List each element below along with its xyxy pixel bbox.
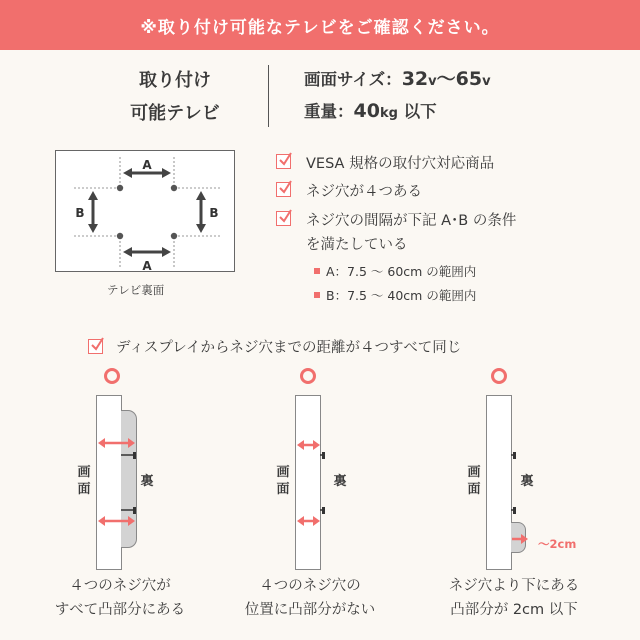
screen-size-min: 32 <box>401 68 429 90</box>
check-icon <box>88 339 103 354</box>
screw-hole-diagram <box>56 151 236 273</box>
sub-condition-a: A：7.5 ～ 60cm の範囲内 <box>326 264 477 279</box>
example-3-caption <box>414 574 614 622</box>
screen-size-max: 65 <box>455 68 483 90</box>
front-label: 画面 <box>276 465 290 497</box>
title-line-2: 可能テレビ <box>130 103 220 124</box>
caption-line-2: すべて凸部分にある <box>54 602 186 618</box>
weight-spec <box>304 98 437 122</box>
example-1-caption <box>20 574 220 622</box>
title-line-1: 取り付け <box>139 70 211 91</box>
caption-line-1: ４つのネジ穴の <box>259 578 361 594</box>
screen-size-unit-min: v <box>428 74 437 89</box>
front-label: 画面 <box>77 465 91 497</box>
weight-unit: kg <box>379 106 398 121</box>
screw-hole-top-left <box>117 185 123 191</box>
check-icon <box>276 182 291 197</box>
check-icon <box>276 211 291 226</box>
bullet-square-icon <box>314 268 320 274</box>
back-label: 裏 <box>520 474 534 489</box>
label-b-left: B <box>75 206 85 220</box>
diagram-caption: テレビ裏面 <box>107 283 165 297</box>
label-a-bottom: A <box>142 259 152 273</box>
bullet-square-icon <box>314 292 320 298</box>
gap-label: ～2cm <box>538 537 577 551</box>
weight-value: 40 <box>353 100 380 122</box>
caption-line-1: ４つのネジ穴が <box>69 578 171 594</box>
screen-size-unit-max: v <box>482 74 491 89</box>
weight-suffix: 以下 <box>403 102 437 121</box>
condition-vesa: VESA 規格の取付穴対応商品 <box>306 156 495 172</box>
screen-size-separator: ～ <box>436 68 456 90</box>
condition-spacing-line1: ネジ穴の間隔が下記 A･B の条件 <box>306 213 517 229</box>
tv-back-diagram <box>55 150 235 272</box>
compatible-tv-title <box>110 64 240 130</box>
screen-size-label: 画面サイズ： <box>304 70 402 89</box>
screen-size-spec <box>304 64 491 91</box>
weight-label: 重量： <box>304 102 354 121</box>
notice-banner <box>0 0 640 50</box>
sub-condition-b: B：7.5 ～ 40cm の範囲内 <box>326 288 477 303</box>
caption-line-1: ネジ穴より下にある <box>448 578 580 594</box>
ok-circle-icon <box>491 368 507 384</box>
back-label: 裏 <box>333 474 347 489</box>
label-a-top: A <box>142 158 152 172</box>
caption-line-2: 凸部分が 2cm 以下 <box>450 602 578 618</box>
example-2-caption <box>210 574 410 622</box>
example-2-marks <box>294 395 334 570</box>
ok-circle-icon <box>300 368 316 384</box>
front-label: 画面 <box>467 465 481 497</box>
check-icon <box>276 154 291 169</box>
label-b-right: B <box>209 206 219 220</box>
header-divider <box>268 65 269 127</box>
condition-spacing-line2: を満たしている <box>306 237 408 253</box>
ok-circle-icon <box>104 368 120 384</box>
caption-line-2: 位置に凸部分がない <box>244 602 376 618</box>
screw-hole-top-right <box>171 185 177 191</box>
condition-equal-distance: ディスプレイからネジ穴までの距離が４つすべて同じ <box>116 340 462 356</box>
screw-hole-bottom-left <box>117 233 123 239</box>
condition-four-holes: ネジ穴が４つある <box>306 184 422 200</box>
notice-banner-text: ※取り付け可能なテレビをご確認ください。 <box>140 17 500 38</box>
screw-hole-bottom-right <box>171 233 177 239</box>
back-label: 裏 <box>140 474 154 489</box>
